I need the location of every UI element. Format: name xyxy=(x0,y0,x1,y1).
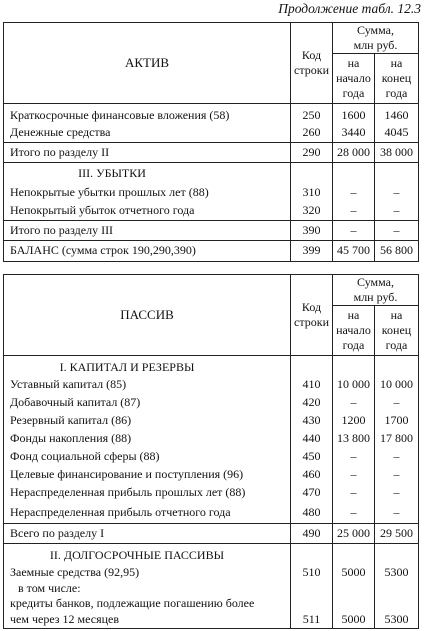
table-row: Уставный капитал (85) 410 10 000 10 000 xyxy=(4,376,419,394)
table-row: Целевые финансирование и поступления (96) 460 – – xyxy=(4,466,419,484)
sum-header: Сумма, млн руб. xyxy=(333,23,419,54)
sum-header: Сумма, млн руб. xyxy=(333,275,419,306)
begin-year-header: на начало года xyxy=(333,54,375,104)
end-year-header: на конец года xyxy=(375,306,419,356)
section-heading-capital: I. КАПИТАЛ И РЕЗЕРВЫ xyxy=(4,356,419,376)
end-year-header: на конец года xyxy=(375,54,419,104)
table-row: Нераспределенная прибыль прошлых лет (88) 470 – – xyxy=(4,484,419,502)
table-caption: Продолжение табл. 12.3 xyxy=(278,1,421,16)
table-row: кредиты банков, подлежащие погашению более xyxy=(4,596,419,611)
assets-table xyxy=(3,22,419,262)
table-row: Денежные средства 260 3440 4045 xyxy=(4,123,419,142)
code-header: Код строки xyxy=(291,275,333,356)
table-row: чем через 12 месяцев 511 5000 5300 xyxy=(4,611,419,629)
liabilities-table xyxy=(3,274,419,629)
section-heading-losses: III. УБЫТКИ xyxy=(4,162,419,184)
table-row: Итого по разделу II 290 28 000 38 000 xyxy=(4,142,419,162)
begin-year-header: на начало года xyxy=(333,306,375,356)
liabilities-title: ПАССИВ xyxy=(4,275,291,356)
table-row: Непокрытые убытки прошлых лет (88) 310 – – xyxy=(4,184,419,201)
table-row-total: Всего по разделу I 490 25 000 29 500 xyxy=(4,524,419,544)
assets-title: АКТИВ xyxy=(4,23,291,104)
table-row: Фонды накопления (88) 440 13 800 17 800 xyxy=(4,430,419,448)
table-row-balance: БАЛАНС (сумма строк 190,290,390) 399 45 700 56 800 xyxy=(4,240,419,261)
table-row: Резервный капитал (86) 430 1200 1700 xyxy=(4,412,419,430)
table-row: Фонд социальной сферы (88) 450 – – xyxy=(4,448,419,466)
table-row: Краткосрочные финансовые вложения (58) 250 1600 1460 xyxy=(4,104,419,124)
code-header: Код строки xyxy=(291,23,333,104)
table-row: Нераспределенная прибыль отчетного года 480 – – xyxy=(4,502,419,524)
table-row: Итого по разделу III 390 – – xyxy=(4,220,419,240)
table-row: Добавочный капитал (87) 420 – – xyxy=(4,394,419,412)
section-heading-longterm: II. ДОЛГОСРОЧНЫЕ ПАССИВЫ xyxy=(4,544,419,565)
table-row: Заемные средства (92,95) 510 5000 5300 xyxy=(4,565,419,581)
table-row-note: в том числе: xyxy=(4,581,419,596)
table-row: Непокрытый убыток отчетного года 320 – – xyxy=(4,201,419,220)
